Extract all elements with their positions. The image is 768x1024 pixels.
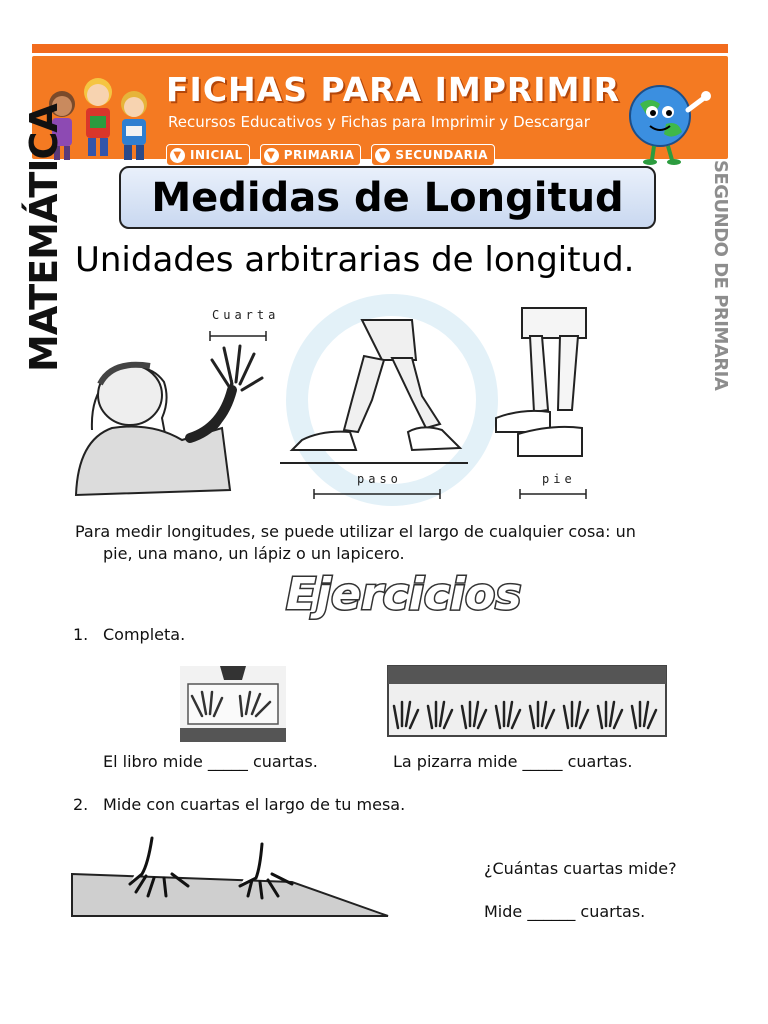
banner-stripe (32, 44, 728, 53)
exercise-2-prompt (73, 795, 405, 814)
intro-paragraph (75, 521, 695, 565)
arbitrary-units-illustration (72, 300, 632, 500)
exercise-2-question: ¿Cuántas cuartas mide? (484, 859, 677, 878)
table-hands-picture (72, 834, 388, 918)
nav-secundaria[interactable] (371, 144, 495, 166)
exercise-2-text: Mide con cuartas el largo de tu mesa. (103, 795, 406, 814)
exercise-1-number: 1. (73, 625, 89, 644)
site-title: FICHAS PARA IMPRIMIR (166, 70, 621, 109)
label-paso: paso (357, 472, 402, 486)
arrow-down-icon: ▼ (375, 148, 390, 163)
subject-vertical-label: MATEMÁTICA (22, 104, 66, 372)
arrow-down-icon: ▼ (170, 148, 185, 163)
page-subtitle: Unidades arbitrarias de longitud. (75, 240, 635, 280)
board-answer-line[interactable]: La pizarra mide _____ cuartas. (393, 752, 633, 771)
grade-vertical-label: SEGUNDO DE PRIMARIA (710, 160, 731, 391)
page-title: Medidas de Longitud (151, 174, 624, 221)
intro-line-1: Para medir longitudes, se puede utilizar el largo de cualquier cosa: un (75, 522, 636, 541)
nav-inicial[interactable] (166, 144, 250, 166)
nav-secundaria-label: SECUNDARIA (395, 148, 489, 162)
title-box (119, 166, 656, 229)
exercise-2-answer-line[interactable]: Mide ______ cuartas. (484, 902, 646, 921)
exercises-heading (282, 563, 522, 623)
label-cuarta: Cuarta (212, 308, 280, 322)
label-pie: pie (542, 472, 576, 486)
blackboard-hands-picture (388, 666, 666, 736)
units-drawing (72, 300, 632, 500)
intro-line-2: pie, una mano, un lápiz o un lapicero. (103, 544, 405, 563)
nav-inicial-label: INICIAL (190, 148, 243, 162)
banner-body (32, 56, 728, 162)
header-banner (32, 44, 728, 162)
exercise-1-prompt (73, 625, 185, 644)
book-answer-line[interactable]: El libro mide _____ cuartas. (103, 752, 318, 771)
book-hands-picture (180, 666, 286, 742)
banner-nav (166, 144, 495, 166)
arrow-down-icon: ▼ (264, 148, 279, 163)
globe-mascot-icon (616, 74, 716, 166)
exercises-heading-text: Ejercicios (286, 569, 522, 620)
site-subtitle: Recursos Educativos y Fichas para Imprimir y Descargar (168, 113, 590, 131)
nav-primaria-label: PRIMARIA (283, 148, 355, 162)
exercise-2-number: 2. (73, 795, 89, 814)
nav-primaria[interactable] (260, 144, 362, 166)
exercise-1-text: Completa. (103, 625, 186, 644)
